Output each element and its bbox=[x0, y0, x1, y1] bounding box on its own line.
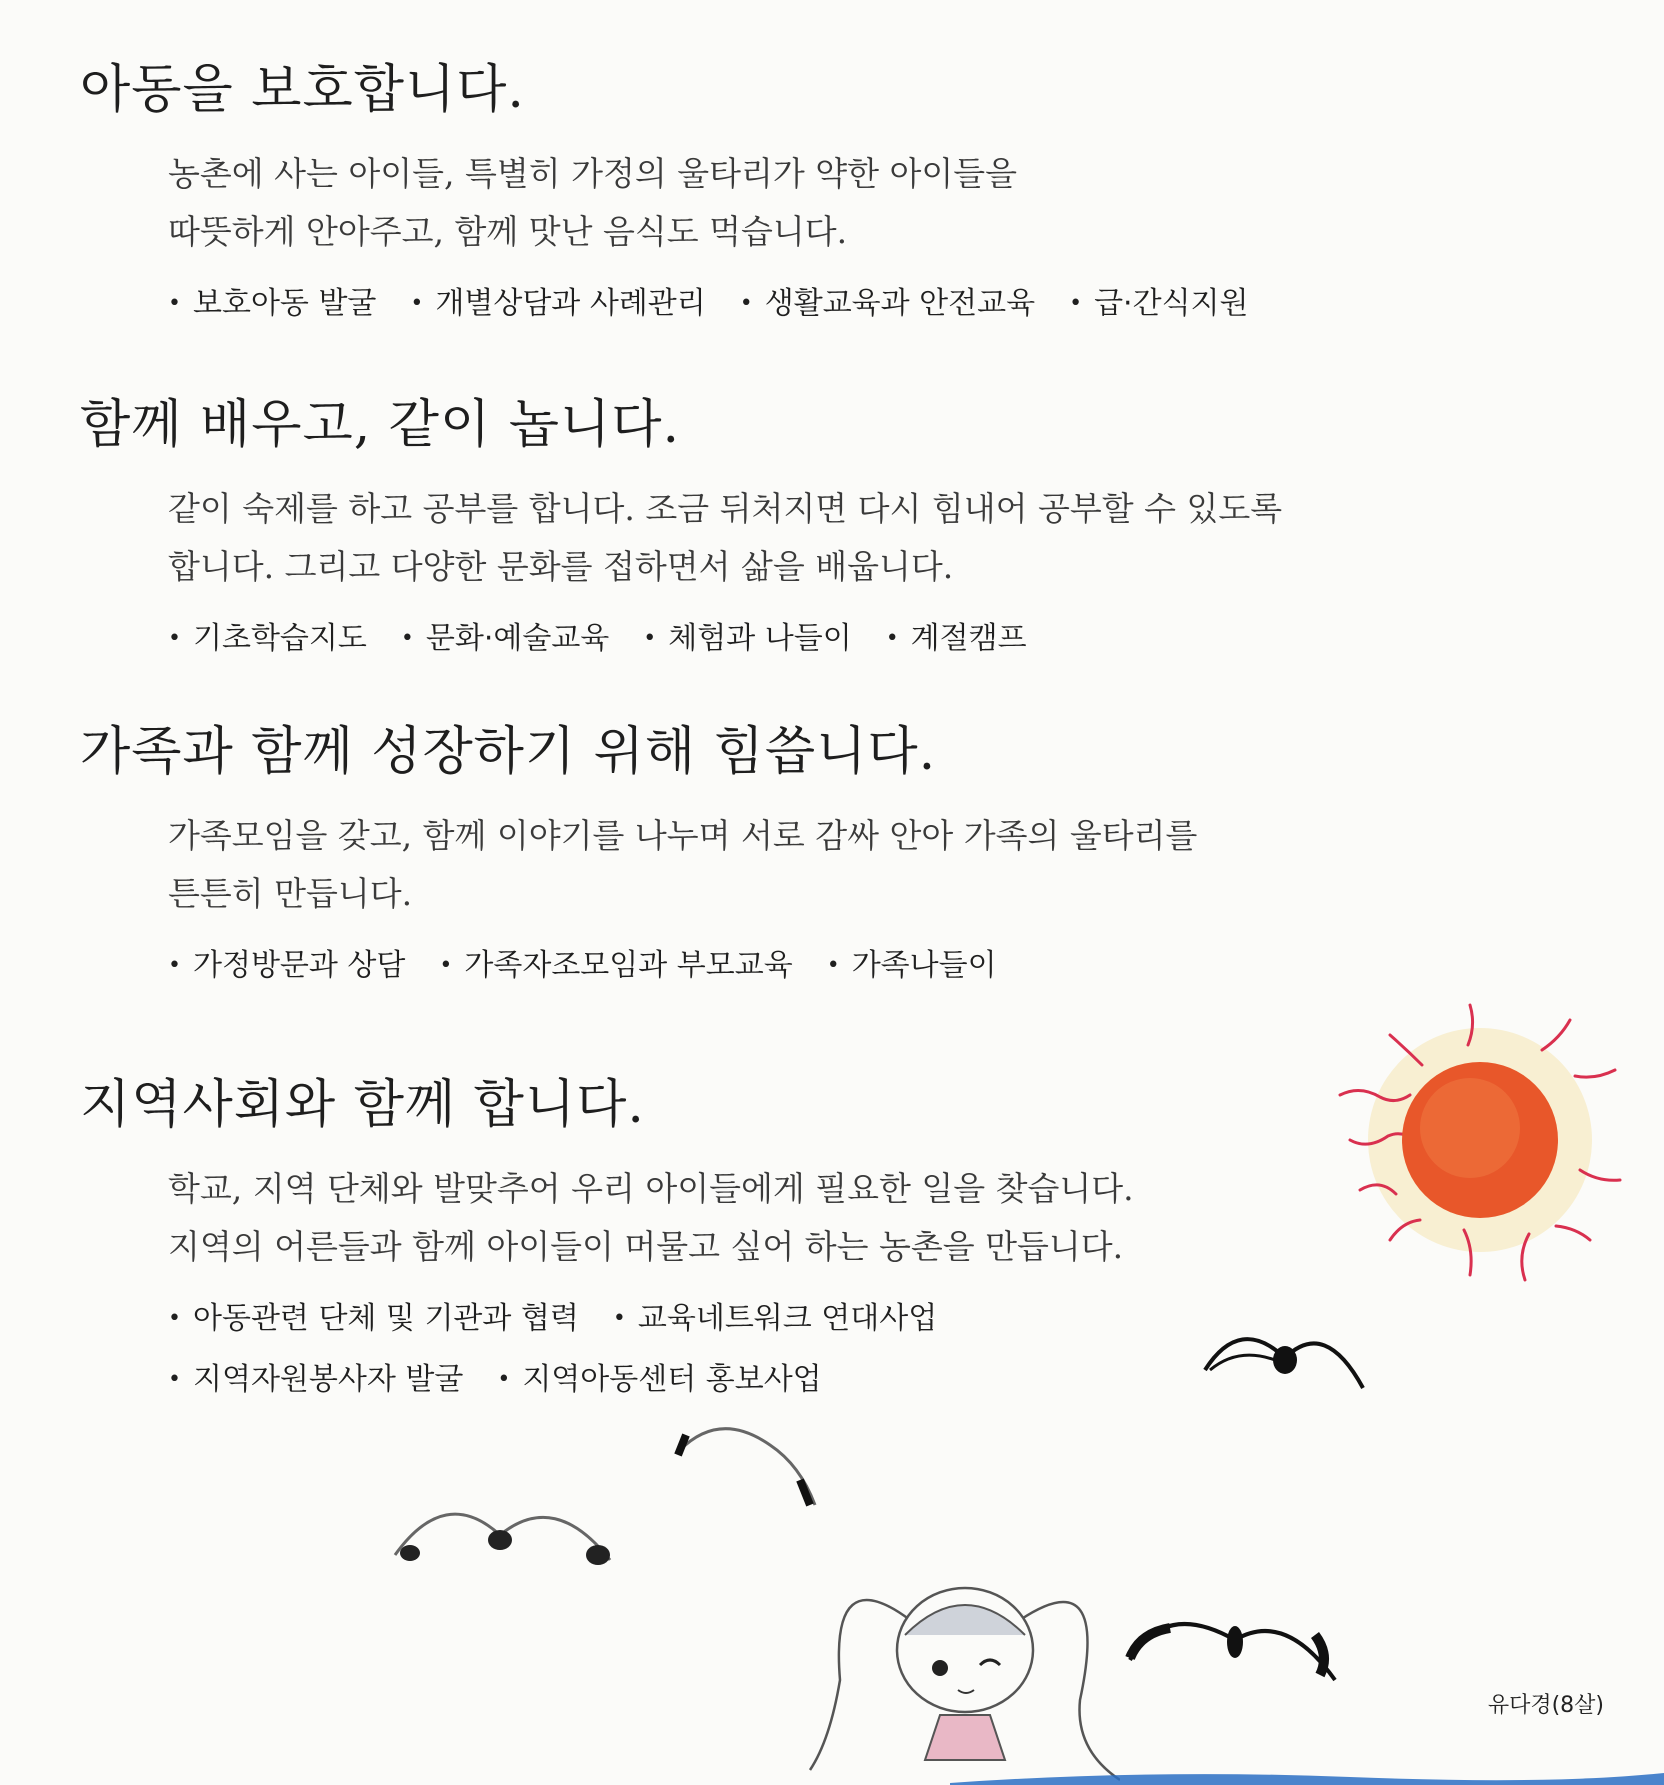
section-description bbox=[168, 480, 1360, 596]
section-description bbox=[168, 807, 1360, 923]
program-row bbox=[168, 1290, 1360, 1351]
description-line: 지역의 어른들과 함께 아이들이 머물고 싶어 하는 농촌을 만듭니다. bbox=[168, 1227, 1124, 1266]
program-row bbox=[168, 610, 1360, 671]
program-list bbox=[168, 275, 1360, 336]
program-item: • 지역자원봉사자 발굴 bbox=[168, 1351, 463, 1412]
bird-drawing bbox=[670, 1410, 830, 1520]
section-heading: 아동을 보호합니다. bbox=[80, 60, 525, 120]
bird-drawing bbox=[1120, 1580, 1350, 1690]
program-item: • 계절캠프 bbox=[886, 610, 1027, 671]
description-line: 농촌에 사는 아이들, 특별히 가정의 울타리가 약한 아이들을 bbox=[168, 154, 1017, 193]
sun-drawing bbox=[1320, 1000, 1630, 1290]
section-heading: 함께 배우고, 같이 놉니다. bbox=[80, 395, 680, 455]
program-item: • 교육네트워크 연대사업 bbox=[613, 1290, 937, 1351]
sun-highlight bbox=[1420, 1078, 1520, 1178]
description-line: 가족모임을 갖고, 함께 이야기를 나누며 서로 감싸 안아 가족의 울타리를 bbox=[168, 816, 1198, 855]
girl-drawing bbox=[800, 1540, 1120, 1785]
program-item: • 가정방문과 상담 bbox=[168, 937, 405, 998]
program-item: • 보호아동 발굴 bbox=[168, 275, 376, 336]
section-family-growth bbox=[80, 717, 1360, 998]
section-description bbox=[168, 145, 1360, 261]
description-line: 같이 숙제를 하고 공부를 합니다. 조금 뒤처지면 다시 힘내어 공부할 수 있도록 bbox=[168, 489, 1283, 528]
girl-eye bbox=[932, 1660, 948, 1676]
program-item: • 문화·예술교육 bbox=[401, 610, 609, 671]
program-item: • 지역아동센터 홍보사업 bbox=[497, 1351, 821, 1412]
section-community bbox=[80, 1070, 1360, 1412]
program-item: • 체험과 나들이 bbox=[643, 610, 851, 671]
program-list bbox=[168, 1290, 1360, 1412]
program-item: • 아동관련 단체 및 기관과 협력 bbox=[168, 1290, 579, 1351]
description-line: 따뜻하게 안아주고, 함께 맛난 음식도 먹습니다. bbox=[168, 212, 848, 251]
description-line: 학교, 지역 단체와 발맞추어 우리 아이들에게 필요한 일을 찾습니다. bbox=[168, 1169, 1134, 1208]
program-item: • 급·간식지원 bbox=[1069, 275, 1248, 336]
program-row bbox=[168, 275, 1360, 336]
bird-drawing bbox=[390, 1485, 620, 1575]
section-heading: 지역사회와 함께 합니다. bbox=[80, 1075, 645, 1135]
description-line: 합니다. 그리고 다양한 문화를 접하면서 삶을 배웁니다. bbox=[168, 547, 954, 586]
ground-scribble bbox=[950, 1765, 1664, 1785]
girl-dress bbox=[925, 1715, 1005, 1760]
description-line: 튼튼히 만듭니다. bbox=[168, 874, 413, 913]
program-item: • 개별상담과 사례관리 bbox=[410, 275, 705, 336]
section-protect-children bbox=[80, 55, 1360, 336]
program-item: • 기초학습지도 bbox=[168, 610, 367, 671]
program-list bbox=[168, 937, 1360, 998]
program-item: • 생활교육과 안전교육 bbox=[740, 275, 1035, 336]
program-item: • 가족자조모임과 부모교육 bbox=[439, 937, 792, 998]
artist-credit: 유다경(8살) bbox=[1487, 1693, 1604, 1718]
program-list bbox=[168, 610, 1360, 671]
bird-drawing bbox=[1200, 1315, 1370, 1395]
section-learn-play bbox=[80, 390, 1360, 671]
program-row bbox=[168, 1351, 1360, 1412]
section-description bbox=[168, 1160, 1360, 1276]
program-row bbox=[168, 937, 1360, 998]
program-item: • 가족나들이 bbox=[827, 937, 997, 998]
section-heading: 가족과 함께 성장하기 위해 힘씁니다. bbox=[80, 722, 937, 782]
